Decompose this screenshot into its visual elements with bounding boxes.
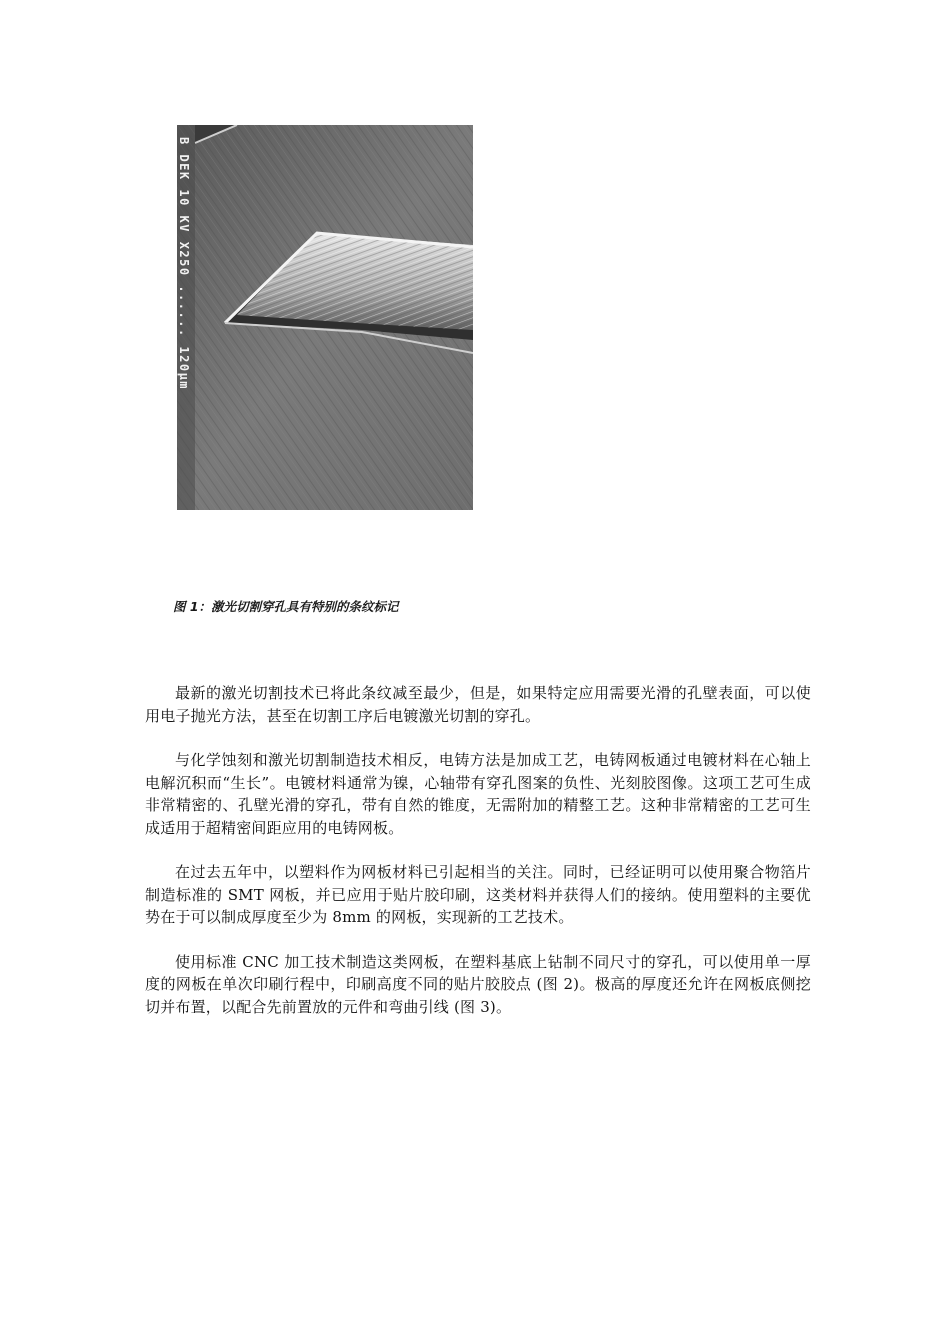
figure-overlay-label: B DEK 10 KV X250 ...... 120μm — [177, 137, 191, 391]
paragraph-4: 使用标准 CNC 加工技术制造这类网板，在塑料基底上钻制不同尺寸的穿孔，可以使用单一厚度的网板在单次印刷行程中，印刷高度不同的贴片胶胶点 (图 2)。极高的厚度还允许在网板底侧挖切并布置，以配合先前置放的元件和弯曲引线 (图 3)。 — [145, 952, 811, 1016]
figure-image — [177, 125, 473, 510]
paragraph-2: 与化学蚀刻和激光切割制造技术相反，电铸方法是加成工艺，电铸网板通过电镀材料在心轴上电解沉积而“生长”。电镀材料通常为镍，心轴带有穿孔图案的负性、光刻胶图像。这项工艺可生成非常精密的、孔壁光滑的穿孔，带有自然的锥度，无需附加的精整工艺。这种非常精密的工艺可生成适用于超精密间距应用的电铸网板。 — [145, 751, 811, 837]
paragraph-1: 最新的激光切割技术已将此条纹减至最少，但是，如果特定应用需要光滑的孔壁表面，可以使用电子抛光方法，甚至在切割工序后电镀激光切割的穿孔。 — [145, 684, 811, 725]
paragraph-3: 在过去五年中，以塑料作为网板材料已引起相当的关注。同时，已经证明可以使用聚合物箔片制造标准的 SMT 网板，并已应用于贴片胶印刷，这类材料并获得人们的接纳。使用塑料的主要优势在于可以制成厚度至少为 8mm 的网板，实现新的工艺技术。 — [145, 863, 811, 926]
body-text — [145, 682, 811, 1040]
figure-caption: 图 1：激光切割穿孔具有特别的条纹标记 — [173, 599, 399, 614]
figure-overlay-text — [177, 137, 191, 390]
